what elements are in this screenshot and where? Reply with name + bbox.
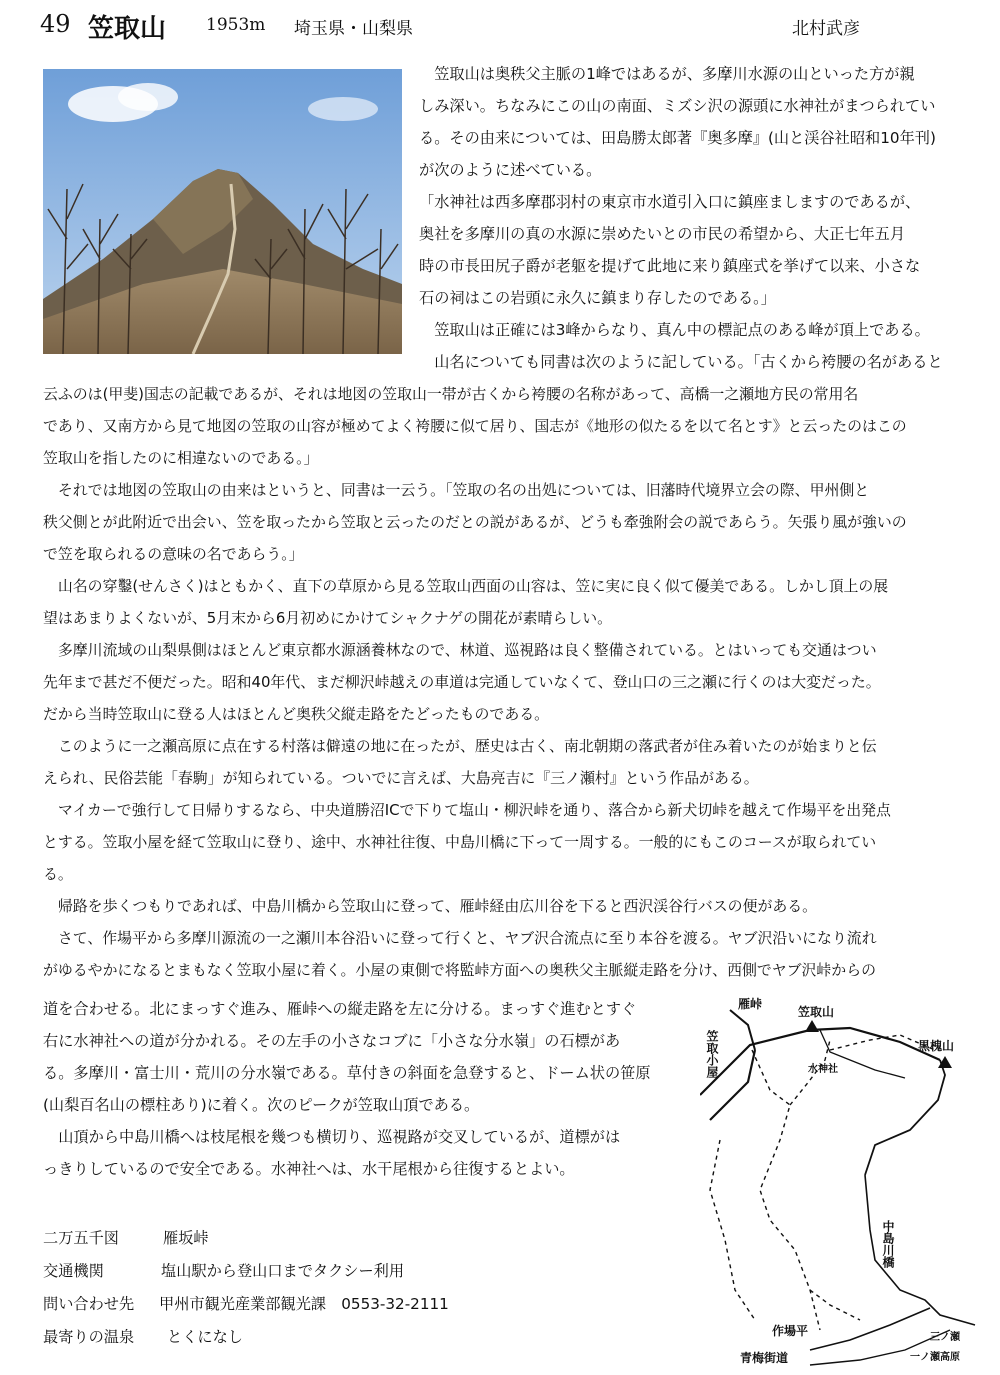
page-header	[0, 8, 1000, 48]
info-value: 雁坂峠	[163, 1229, 209, 1247]
body-line: さて、作場平から多摩川源流の一之瀬川本谷沿いに登って行くと、ヤブ沢合流点に至り本谷を渡る。ヤブ沢沿いになり流れ	[43, 929, 877, 947]
info-row-transport	[43, 1255, 449, 1288]
body-line: それでは地図の笠取山の由来はというと、同書は一云う。「笠取の名の出処については、旧藩時代境界立会の際、甲州側と	[43, 481, 870, 499]
map-label-kuroeboshi: 黒槐山	[918, 1039, 955, 1053]
map-label-kasatori: 笠取山	[798, 1005, 835, 1019]
body-line: る。多摩川・富士川・荒川の分水嶺である。草付きの斜面を急登すると、ドーム状の笹原	[43, 1064, 651, 1082]
info-row-map	[43, 1222, 449, 1255]
body-line: 笠取山は正確には3峰からなり、真ん中の標記点のある峰が頂上である。	[419, 321, 930, 339]
map-label-gantoge: 雁峠	[738, 997, 763, 1011]
body-line: 右に水神社への道が分かれる。その左手の小さなコブに「小さな分水嶺」の石標があ	[43, 1032, 621, 1050]
body-line: 山頂から中島川橋へは枝尾根を幾つも横切り、巡視路が交叉しているが、道標がは	[43, 1128, 621, 1146]
body-line: 奥社を多摩川の真の水源に崇めたいとの市民の希望から、大正七年五月	[419, 225, 905, 243]
mountain-name: 笠取山	[88, 14, 167, 44]
info-key: 最寄りの温泉	[43, 1328, 135, 1346]
chapter-number: 49	[40, 10, 71, 38]
body-line: っきりしているので安全である。水神社へは、水干尾根から往復するとよい。	[43, 1160, 575, 1178]
body-line: えられ、民俗芸能「春駒」が知られている。ついでに言えば、大島亮吉に『三ノ瀬村』という作品がある。	[43, 769, 759, 787]
body-line: 石の祠はこの岩頭に永久に鎮まり存したのである。」	[419, 289, 776, 307]
elevation: 1953m	[206, 15, 266, 35]
map-label-suijin: 水神社	[808, 1064, 838, 1075]
body-line: 多摩川流域の山梨県側はほとんど東京都水源涵養林なので、林道、巡視路は良く整備されている。とはいっても交通はつい	[43, 641, 877, 659]
peak-kasatori-icon	[805, 1020, 819, 1032]
body-line: で笠を取られるの意味の名であらう。」	[43, 545, 304, 563]
body-line: とする。笠取小屋を経て笠取山に登り、途中、水神社往復、中島川橋に下って一周する。一般的にもこのコースが取られてい	[43, 833, 877, 851]
map-label-nakajima: 中島川橋	[881, 1220, 895, 1268]
body-line: 山名の穿鑿(せんさく)はともかく、直下の草原から見る笠取山西面の山容は、笠に実に良く似て優美である。しかし頂上の展	[43, 577, 889, 595]
mountain-photo	[43, 69, 402, 354]
info-row-onsen	[43, 1321, 449, 1354]
map-label-sakubadaira: 作場平	[772, 1324, 809, 1338]
info-key: 問い合わせ先	[43, 1295, 135, 1313]
body-line: が次のように述べている。	[419, 161, 602, 179]
body-line: 笠取山を指したのに相違ないのである。」	[43, 449, 319, 467]
info-value: 塩山駅から登山口までタクシー利用	[161, 1262, 404, 1280]
body-line: マイカーで強行して日帰りするなら、中央道勝沼ICで下りて塩山・柳沢峠を通り、落合から新犬切峠を越えて作場平を出発点	[43, 801, 891, 819]
body-line: このように一之瀬高原に点在する村落は僻遠の地に在ったが、歴史は古く、南北朝期の落武者が住み着いたのが始まりと伝	[43, 737, 877, 755]
body-line: (山梨百名山の標柱あり)に着く。次のピークが笠取山頂である。	[43, 1096, 480, 1114]
author-name: 北村武彦	[792, 19, 860, 39]
body-line: 山名についても同書は次のように記している。「古くから袴腰の名があると	[419, 353, 943, 371]
body-line: 帰路を歩くつもりであれば、中島川橋から笠取山に登って、雁峠経由広川谷を下ると西沢渓谷行バスの便がある。	[43, 897, 818, 915]
route-map	[700, 990, 995, 1370]
body-line: る。その由来については、田島勝太郎著『奥多摩』(山と渓谷社昭和10年刊)	[419, 129, 936, 147]
body-line: る。	[43, 865, 73, 883]
body-line: しみ深い。ちなみにこの山の南面、ミズシ沢の源頭に水神社がまつられてい	[419, 97, 936, 115]
map-label-sannose: 三ノ瀬	[930, 1332, 960, 1343]
info-value: とくになし	[167, 1328, 243, 1346]
body-line: 笠取山は奥秩父主脈の1峰ではあるが、多摩川水源の山といった方が親	[419, 65, 915, 83]
body-line: 「水神社は西多摩郡羽村の東京市水道引入口に鎮座ましますのであるが、	[419, 193, 921, 211]
body-full-block	[43, 378, 907, 986]
body-line: がゆるやかになるとまもなく笠取小屋に着く。小屋の東側で将監峠方面への奥秩父主脈縦走路を分け、西側でヤブ沢峠からの	[43, 961, 876, 979]
info-key: 交通機関	[43, 1262, 104, 1280]
body-line: 時の市長田尻子爵が老躯を提げて此地に来り鎮座式を挙げて以来、小さな	[419, 257, 921, 275]
body-line: 云ふのは(甲斐)国志の記載であるが、それは地図の笠取山一帯が古くから袴腰の名称があって、高橋一之瀬地方民の常用名	[43, 385, 859, 403]
info-key: 二万五千図	[43, 1229, 119, 1247]
body-line: 先年まで甚だ不便だった。昭和40年代、まだ柳沢峠越えの車道は完通していなくて、登山口の三之瀬に行くのは大変だった。	[43, 673, 881, 691]
body-line: 道を合わせる。北にまっすぐ進み、雁峠への縦走路を左に分ける。まっすぐ進むとすぐ	[43, 1000, 637, 1018]
body-line: 秩父側とが此附近で出会い、笠を取ったから笠取と云ったのだとの説があるが、どうも牽強附会の説であらう。矢張り風が強いの	[43, 513, 907, 531]
prefectures: 埼玉県・山梨県	[294, 19, 413, 39]
body-line: であり、又南方から見て地図の笠取の山容が極めてよく袴腰に似て居り、国志が《地形の似たるを以て名とす》と云ったのはこの	[43, 417, 907, 435]
body-line: 望はあまりよくないが、5月末から6月初めにかけてシャクナゲの開花が素晴らしい。	[43, 609, 613, 627]
body-line: だから当時笠取山に登る人はほとんど奥秩父縦走路をたどったものである。	[43, 705, 549, 723]
map-label-hut: 笠取小屋	[705, 1030, 719, 1078]
info-row-contact	[43, 1288, 449, 1321]
map-label-road: 青梅街道	[740, 1351, 789, 1365]
body-left-block	[43, 993, 651, 1185]
map-label-ichinose: 一ノ瀬高原	[910, 1352, 960, 1363]
body-right-block	[419, 58, 943, 378]
info-value: 甲州市観光産業部観光課 0553-32-2111	[159, 1295, 449, 1313]
info-list	[43, 1222, 449, 1354]
